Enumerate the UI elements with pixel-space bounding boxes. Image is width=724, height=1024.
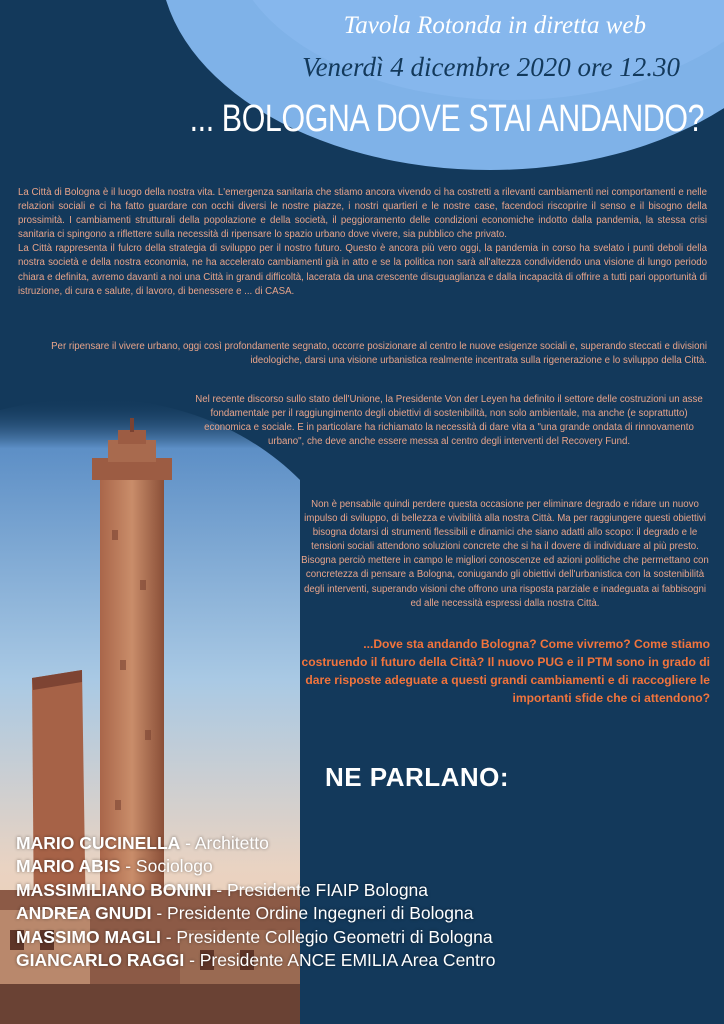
speaker-name: ANDREA GNUDI [16,903,152,924]
key-questions: ...Dove sta andando Bologna? Come vivremo? Come stiamo costruendo il futuro della Città? Il nuovo PUG e il PTM sono in grado di dare risposte adeguate a questi grandi cambiamenti e di raccogliere le importanti sfide che ci attendono? [301,637,710,705]
speakers-list [16,832,716,972]
speaker-item [16,879,716,902]
speaker-role: - Presidente FIAIP Bologna [211,879,429,900]
opportunity-paragraph: Non è pensabile quindi perdere questa occasione per eliminare degrado e ridare un nuovo impulso di sviluppo, di bellezza e vivibilità alla nostra Città. Ma per raggiungere questi obiettivi bisogna dotarsi di strumenti flessibili e dinamici che siano adatti allo scopo: il degrado e le tensioni sociali attendono soluzioni concrete che si ha il dovere di individuare al più presto. Bisogna perciò mettere in campo le migliori conoscenze ed azioni politiche che permettano con concretezza di pensare a Bologna, coniugando gli obiettivi dell'urbanistica con la sostenibilità degli interventi, superando visioni che offrono una risposta parziale e inadeguata ai fabbisogni ed alle necessità espressi dalla nostra Città. [301,499,709,609]
page-title: ... BOLOGNA DOVE STAI ANDANDO? [189,98,704,140]
intro-paragraph-2: La Città rappresenta il fulcro della strategia di sviluppo per il nostro futuro. Questo è ancora più vero oggi, la pandemia in corso ha svelato i punti deboli della nostra società e della nostra economia, ne ha accelerato cambiamenti già in atto e se la politica non sarà all'altezza condividendo una visione di lungo periodo chiara e definita, avremo davanti a noi una Città in grandi difficoltà, lacerata da una crescente disuguaglianza e dalla incapacità di offrire a tutti pari opportunità di istruzione, di cura e salute, di lavoro, di benessere e ... di CASA. [18,243,707,297]
speaker-item [16,926,716,949]
event-type-heading: Tavola Rotonda in diretta web [343,12,646,39]
speaker-role: - Architetto [180,833,269,853]
urban-vision-paragraph: Per ripensare il vivere urbano, oggi così profondamente segnato, occorre posizionare al centro le nuove esigenze sociali e, superando steccati e divisioni ideologiche, darsi una visione urbanistica realmente incentrata sulla rigenerazione e lo sviluppo della Città. [51,341,707,367]
speaker-role: - Presidente Ordine Ingegneri di Bologna [151,903,474,924]
speaker-item [16,949,716,972]
speaker-name: MASSIMO MAGLI [16,926,161,947]
speaker-item [16,855,716,878]
speaker-role: - Presidente ANCE EMILIA Area Centro [184,949,496,970]
speaker-name: MARIO ABIS [16,856,121,877]
speaker-item [16,832,716,855]
speaker-item [16,902,716,925]
speaker-name: GIANCARLO RAGGI [16,949,185,970]
speakers-heading: NE PARLANO: [324,762,510,792]
speaker-role: - Presidente Collegio Geometri di Bologna [160,926,493,947]
intro-text [18,186,707,299]
event-date-heading: Venerdì 4 dicembre 2020 ore 12.30 [302,52,680,82]
speaker-name: MARIO CUCINELLA [16,833,181,853]
intro-paragraph-1: La Città di Bologna è il luogo della nostra vita. L'emergenza sanitaria che stiamo ancora vivendo ci ha costretti a rilevanti cambiamenti nei comportamenti e nelle relazioni sociali e ci ha fatto guardare con occhi diversi le nostre piazze, i nostri quartieri e le nostre case, facendoci riscoprire il senso e il bisogno della prossimità. I cambiamenti strutturali della popolazione e della società, il peggioramento delle condizioni economiche indotto dalla pandemia, la stessa crisi sanitaria ci spingono a riflettere sulla necessità di ripensare lo spazio urbano dove vivere, sia pubblico che privato. [18,187,707,241]
speaker-role: - Sociologo [120,856,213,877]
speaker-name: MASSIMILIANO BONINI [16,879,212,900]
eu-speech-paragraph: Nel recente discorso sullo stato dell'Unione, la Presidente Von der Leyen ha definito il settore delle costruzioni un asse fondamentale per il raggiungimento degli obiettivi di sostenibilità, non solo ambientale, ma anche (e soprattutto) economica e sociale. E in particolare ha richiamato la necessità di dare vita a "una grande ondata di rinnovamento urbano", che deve anche essere messa al centro degli interventi del Recovery Fund. [195,394,703,448]
